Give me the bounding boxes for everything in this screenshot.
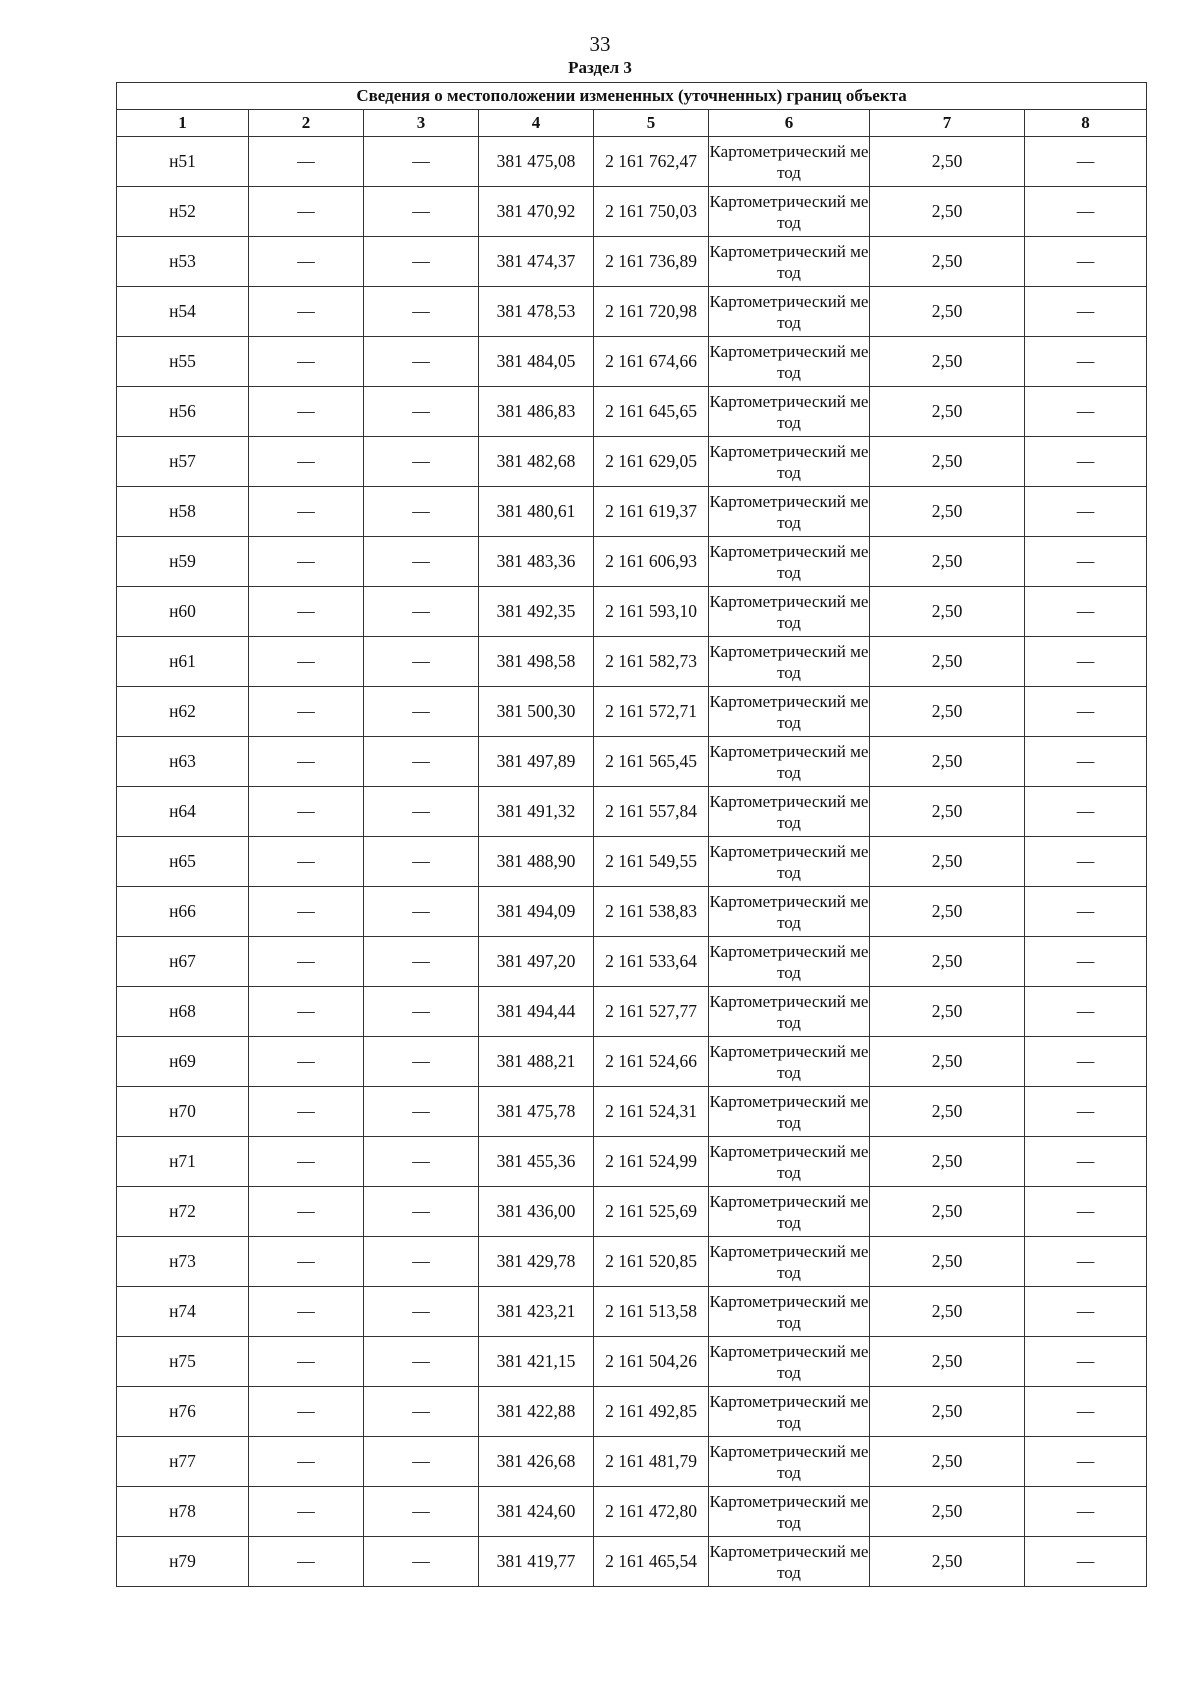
col-3-value-cell: — (364, 387, 479, 437)
table-row (117, 737, 1147, 787)
col-3-value-cell: — (364, 437, 479, 487)
point-name-cell: н59 (117, 537, 249, 587)
column-header-3: 3 (364, 110, 479, 137)
y-coordinate-cell: 2 161 582,73 (594, 637, 709, 687)
col-2-value-cell: — (249, 1187, 364, 1237)
col-2-value-cell: — (249, 1537, 364, 1587)
point-name-cell: н56 (117, 387, 249, 437)
col-8-value-cell: — (1025, 587, 1147, 637)
point-name-cell: н61 (117, 637, 249, 687)
method-cell: Картометрический метод (709, 237, 870, 287)
table-caption-row (117, 83, 1147, 110)
col-8-value-cell: — (1025, 1237, 1147, 1287)
col-8-value-cell: — (1025, 1087, 1147, 1137)
col-2-value-cell: — (249, 687, 364, 737)
y-coordinate-cell: 2 161 572,71 (594, 687, 709, 737)
col-8-value-cell: — (1025, 937, 1147, 987)
col-3-value-cell: — (364, 287, 479, 337)
col-2-value-cell: — (249, 1137, 364, 1187)
y-coordinate-cell: 2 161 524,31 (594, 1087, 709, 1137)
y-coordinate-cell: 2 161 619,37 (594, 487, 709, 537)
method-cell: Картометрический метод (709, 487, 870, 537)
col-2-value-cell: — (249, 1037, 364, 1087)
col-8-value-cell: — (1025, 537, 1147, 587)
column-header-7: 7 (870, 110, 1025, 137)
y-coordinate-cell: 2 161 524,99 (594, 1137, 709, 1187)
x-coordinate-cell: 381 486,83 (479, 387, 594, 437)
col-8-value-cell: — (1025, 837, 1147, 887)
table-row (117, 237, 1147, 287)
method-cell: Картометрический метод (709, 537, 870, 587)
method-cell: Картометрический метод (709, 1287, 870, 1337)
col-2-value-cell: — (249, 637, 364, 687)
method-cell: Картометрический метод (709, 937, 870, 987)
y-coordinate-cell: 2 161 492,85 (594, 1387, 709, 1437)
table-body (117, 137, 1147, 1587)
col-8-value-cell: — (1025, 987, 1147, 1037)
x-coordinate-cell: 381 455,36 (479, 1137, 594, 1187)
point-name-cell: н71 (117, 1137, 249, 1187)
col-3-value-cell: — (364, 737, 479, 787)
y-coordinate-cell: 2 161 549,55 (594, 837, 709, 887)
x-coordinate-cell: 381 424,60 (479, 1487, 594, 1537)
x-coordinate-cell: 381 500,30 (479, 687, 594, 737)
point-name-cell: н73 (117, 1237, 249, 1287)
table-row (117, 1487, 1147, 1537)
table-row (117, 787, 1147, 837)
col-2-value-cell: — (249, 1237, 364, 1287)
x-coordinate-cell: 381 421,15 (479, 1337, 594, 1387)
y-coordinate-cell: 2 161 606,93 (594, 537, 709, 587)
col-8-value-cell: — (1025, 687, 1147, 737)
table-row (117, 187, 1147, 237)
column-header-4: 4 (479, 110, 594, 137)
x-coordinate-cell: 381 488,21 (479, 1037, 594, 1087)
accuracy-cell: 2,50 (870, 1187, 1025, 1237)
table-row (117, 1437, 1147, 1487)
x-coordinate-cell: 381 422,88 (479, 1387, 594, 1437)
y-coordinate-cell: 2 161 472,80 (594, 1487, 709, 1537)
table-row (117, 1287, 1147, 1337)
col-2-value-cell: — (249, 937, 364, 987)
col-8-value-cell: — (1025, 887, 1147, 937)
col-8-value-cell: — (1025, 1187, 1147, 1237)
col-3-value-cell: — (364, 1187, 479, 1237)
y-coordinate-cell: 2 161 504,26 (594, 1337, 709, 1387)
x-coordinate-cell: 381 480,61 (479, 487, 594, 537)
method-cell: Картометрический метод (709, 1037, 870, 1087)
boundary-coordinates-table (116, 82, 1147, 1587)
col-3-value-cell: — (364, 587, 479, 637)
table-row (117, 1387, 1147, 1437)
method-cell: Картометрический метод (709, 1087, 870, 1137)
method-cell: Картометрический метод (709, 1387, 870, 1437)
y-coordinate-cell: 2 161 465,54 (594, 1537, 709, 1587)
col-3-value-cell: — (364, 187, 479, 237)
method-cell: Картометрический метод (709, 337, 870, 387)
accuracy-cell: 2,50 (870, 1087, 1025, 1137)
column-header-2: 2 (249, 110, 364, 137)
point-name-cell: н54 (117, 287, 249, 337)
table-row (117, 987, 1147, 1037)
table-row (117, 887, 1147, 937)
col-8-value-cell: — (1025, 387, 1147, 437)
accuracy-cell: 2,50 (870, 837, 1025, 887)
y-coordinate-cell: 2 161 674,66 (594, 337, 709, 387)
col-8-value-cell: — (1025, 487, 1147, 537)
accuracy-cell: 2,50 (870, 287, 1025, 337)
point-name-cell: н55 (117, 337, 249, 387)
accuracy-cell: 2,50 (870, 1237, 1025, 1287)
table-row (117, 1537, 1147, 1587)
col-3-value-cell: — (364, 1487, 479, 1537)
accuracy-cell: 2,50 (870, 1537, 1025, 1587)
table-row (117, 1037, 1147, 1087)
col-8-value-cell: — (1025, 287, 1147, 337)
point-name-cell: н78 (117, 1487, 249, 1537)
method-cell: Картометрический метод (709, 587, 870, 637)
y-coordinate-cell: 2 161 750,03 (594, 187, 709, 237)
y-coordinate-cell: 2 161 593,10 (594, 587, 709, 637)
point-name-cell: н79 (117, 1537, 249, 1587)
col-2-value-cell: — (249, 287, 364, 337)
method-cell: Картометрический метод (709, 387, 870, 437)
x-coordinate-cell: 381 488,90 (479, 837, 594, 887)
col-8-value-cell: — (1025, 737, 1147, 787)
column-header-8: 8 (1025, 110, 1147, 137)
col-2-value-cell: — (249, 887, 364, 937)
col-8-value-cell: — (1025, 1437, 1147, 1487)
method-cell: Картометрический метод (709, 1237, 870, 1287)
x-coordinate-cell: 381 419,77 (479, 1537, 594, 1587)
col-8-value-cell: — (1025, 1137, 1147, 1187)
y-coordinate-cell: 2 161 720,98 (594, 287, 709, 337)
point-name-cell: н62 (117, 687, 249, 737)
col-2-value-cell: — (249, 237, 364, 287)
col-8-value-cell: — (1025, 1487, 1147, 1537)
method-cell: Картометрический метод (709, 1487, 870, 1537)
point-name-cell: н64 (117, 787, 249, 837)
x-coordinate-cell: 381 426,68 (479, 1437, 594, 1487)
point-name-cell: н77 (117, 1437, 249, 1487)
x-coordinate-cell: 381 483,36 (479, 537, 594, 587)
method-cell: Картометрический метод (709, 787, 870, 837)
method-cell: Картометрический метод (709, 737, 870, 787)
accuracy-cell: 2,50 (870, 337, 1025, 387)
y-coordinate-cell: 2 161 527,77 (594, 987, 709, 1037)
table-row (117, 387, 1147, 437)
y-coordinate-cell: 2 161 565,45 (594, 737, 709, 787)
col-2-value-cell: — (249, 837, 364, 887)
point-name-cell: н52 (117, 187, 249, 237)
y-coordinate-cell: 2 161 513,58 (594, 1287, 709, 1337)
table-caption: Сведения о местоположении измененных (уточненных) границ объекта (117, 83, 1147, 110)
table-row (117, 587, 1147, 637)
col-3-value-cell: — (364, 1087, 479, 1137)
method-cell: Картометрический метод (709, 1187, 870, 1237)
col-3-value-cell: — (364, 1337, 479, 1387)
y-coordinate-cell: 2 161 525,69 (594, 1187, 709, 1237)
method-cell: Картометрический метод (709, 1537, 870, 1587)
accuracy-cell: 2,50 (870, 1137, 1025, 1187)
col-8-value-cell: — (1025, 1537, 1147, 1587)
point-name-cell: н58 (117, 487, 249, 537)
x-coordinate-cell: 381 475,08 (479, 137, 594, 187)
method-cell: Картометрический метод (709, 687, 870, 737)
method-cell: Картометрический метод (709, 137, 870, 187)
accuracy-cell: 2,50 (870, 487, 1025, 537)
x-coordinate-cell: 381 492,35 (479, 587, 594, 637)
col-8-value-cell: — (1025, 637, 1147, 687)
col-3-value-cell: — (364, 537, 479, 587)
point-name-cell: н60 (117, 587, 249, 637)
table-row (117, 1237, 1147, 1287)
col-8-value-cell: — (1025, 787, 1147, 837)
column-header-row (117, 110, 1147, 137)
col-2-value-cell: — (249, 787, 364, 837)
x-coordinate-cell: 381 498,58 (479, 637, 594, 687)
table-row (117, 1087, 1147, 1137)
method-cell: Картометрический метод (709, 1437, 870, 1487)
point-name-cell: н75 (117, 1337, 249, 1387)
table-row (117, 637, 1147, 687)
col-3-value-cell: — (364, 487, 479, 537)
col-2-value-cell: — (249, 337, 364, 387)
accuracy-cell: 2,50 (870, 1437, 1025, 1487)
col-2-value-cell: — (249, 1287, 364, 1337)
section-title: Раздел 3 (568, 58, 632, 77)
col-8-value-cell: — (1025, 1337, 1147, 1387)
y-coordinate-cell: 2 161 481,79 (594, 1437, 709, 1487)
accuracy-cell: 2,50 (870, 887, 1025, 937)
col-2-value-cell: — (249, 1487, 364, 1537)
x-coordinate-cell: 381 491,32 (479, 787, 594, 837)
y-coordinate-cell: 2 161 520,85 (594, 1237, 709, 1287)
accuracy-cell: 2,50 (870, 1337, 1025, 1387)
col-2-value-cell: — (249, 137, 364, 187)
table-row (117, 437, 1147, 487)
table-row (117, 337, 1147, 387)
point-name-cell: н68 (117, 987, 249, 1037)
col-2-value-cell: — (249, 537, 364, 587)
col-3-value-cell: — (364, 937, 479, 987)
col-3-value-cell: — (364, 1537, 479, 1587)
accuracy-cell: 2,50 (870, 137, 1025, 187)
accuracy-cell: 2,50 (870, 387, 1025, 437)
x-coordinate-cell: 381 429,78 (479, 1237, 594, 1287)
accuracy-cell: 2,50 (870, 187, 1025, 237)
x-coordinate-cell: 381 470,92 (479, 187, 594, 237)
col-8-value-cell: — (1025, 1037, 1147, 1087)
accuracy-cell: 2,50 (870, 537, 1025, 587)
method-cell: Картометрический метод (709, 837, 870, 887)
point-name-cell: н65 (117, 837, 249, 887)
accuracy-cell: 2,50 (870, 1287, 1025, 1337)
col-8-value-cell: — (1025, 187, 1147, 237)
col-8-value-cell: — (1025, 437, 1147, 487)
point-name-cell: н74 (117, 1287, 249, 1337)
col-8-value-cell: — (1025, 337, 1147, 387)
point-name-cell: н51 (117, 137, 249, 187)
accuracy-cell: 2,50 (870, 687, 1025, 737)
table-row (117, 137, 1147, 187)
y-coordinate-cell: 2 161 629,05 (594, 437, 709, 487)
method-cell: Картометрический метод (709, 887, 870, 937)
method-cell: Картометрический метод (709, 187, 870, 237)
accuracy-cell: 2,50 (870, 1387, 1025, 1437)
table-row (117, 937, 1147, 987)
col-3-value-cell: — (364, 837, 479, 887)
col-3-value-cell: — (364, 787, 479, 837)
col-2-value-cell: — (249, 187, 364, 237)
x-coordinate-cell: 381 497,89 (479, 737, 594, 787)
col-3-value-cell: — (364, 1437, 479, 1487)
point-name-cell: н63 (117, 737, 249, 787)
x-coordinate-cell: 381 494,09 (479, 887, 594, 937)
x-coordinate-cell: 381 436,00 (479, 1187, 594, 1237)
table-row (117, 687, 1147, 737)
accuracy-cell: 2,50 (870, 437, 1025, 487)
accuracy-cell: 2,50 (870, 1037, 1025, 1087)
col-3-value-cell: — (364, 237, 479, 287)
y-coordinate-cell: 2 161 533,64 (594, 937, 709, 987)
col-2-value-cell: — (249, 737, 364, 787)
method-cell: Картометрический метод (709, 287, 870, 337)
x-coordinate-cell: 381 478,53 (479, 287, 594, 337)
accuracy-cell: 2,50 (870, 987, 1025, 1037)
accuracy-cell: 2,50 (870, 237, 1025, 287)
col-3-value-cell: — (364, 1037, 479, 1087)
method-cell: Картометрический метод (709, 637, 870, 687)
point-name-cell: н69 (117, 1037, 249, 1087)
col-2-value-cell: — (249, 1437, 364, 1487)
point-name-cell: н72 (117, 1187, 249, 1237)
accuracy-cell: 2,50 (870, 637, 1025, 687)
y-coordinate-cell: 2 161 762,47 (594, 137, 709, 187)
accuracy-cell: 2,50 (870, 737, 1025, 787)
table-row (117, 837, 1147, 887)
point-name-cell: н76 (117, 1387, 249, 1437)
x-coordinate-cell: 381 482,68 (479, 437, 594, 487)
table-row (117, 487, 1147, 537)
col-8-value-cell: — (1025, 137, 1147, 187)
col-3-value-cell: — (364, 137, 479, 187)
y-coordinate-cell: 2 161 645,65 (594, 387, 709, 437)
column-header-6: 6 (709, 110, 870, 137)
accuracy-cell: 2,50 (870, 937, 1025, 987)
col-3-value-cell: — (364, 1287, 479, 1337)
col-8-value-cell: — (1025, 1287, 1147, 1337)
point-name-cell: н57 (117, 437, 249, 487)
x-coordinate-cell: 381 475,78 (479, 1087, 594, 1137)
col-2-value-cell: — (249, 487, 364, 537)
col-2-value-cell: — (249, 387, 364, 437)
table-row (117, 1337, 1147, 1387)
x-coordinate-cell: 381 494,44 (479, 987, 594, 1037)
x-coordinate-cell: 381 474,37 (479, 237, 594, 287)
col-2-value-cell: — (249, 987, 364, 1037)
point-name-cell: н67 (117, 937, 249, 987)
accuracy-cell: 2,50 (870, 587, 1025, 637)
col-2-value-cell: — (249, 437, 364, 487)
method-cell: Картометрический метод (709, 1137, 870, 1187)
col-3-value-cell: — (364, 987, 479, 1037)
y-coordinate-cell: 2 161 557,84 (594, 787, 709, 837)
method-cell: Картометрический метод (709, 1337, 870, 1387)
col-2-value-cell: — (249, 587, 364, 637)
page-number: 33 (589, 32, 611, 56)
col-2-value-cell: — (249, 1337, 364, 1387)
table-row (117, 1187, 1147, 1237)
table-row (117, 537, 1147, 587)
col-8-value-cell: — (1025, 1387, 1147, 1437)
col-3-value-cell: — (364, 337, 479, 387)
x-coordinate-cell: 381 484,05 (479, 337, 594, 387)
column-header-1: 1 (117, 110, 249, 137)
point-name-cell: н53 (117, 237, 249, 287)
y-coordinate-cell: 2 161 538,83 (594, 887, 709, 937)
accuracy-cell: 2,50 (870, 1487, 1025, 1537)
method-cell: Картометрический метод (709, 437, 870, 487)
col-3-value-cell: — (364, 687, 479, 737)
col-2-value-cell: — (249, 1087, 364, 1137)
x-coordinate-cell: 381 423,21 (479, 1287, 594, 1337)
col-3-value-cell: — (364, 637, 479, 687)
point-name-cell: н66 (117, 887, 249, 937)
col-8-value-cell: — (1025, 237, 1147, 287)
accuracy-cell: 2,50 (870, 787, 1025, 837)
y-coordinate-cell: 2 161 524,66 (594, 1037, 709, 1087)
col-3-value-cell: — (364, 1137, 479, 1187)
table-row (117, 1137, 1147, 1187)
col-3-value-cell: — (364, 887, 479, 937)
x-coordinate-cell: 381 497,20 (479, 937, 594, 987)
method-cell: Картометрический метод (709, 987, 870, 1037)
boundary-table-container (116, 82, 1146, 1587)
table-row (117, 287, 1147, 337)
point-name-cell: н70 (117, 1087, 249, 1137)
col-3-value-cell: — (364, 1387, 479, 1437)
col-3-value-cell: — (364, 1237, 479, 1287)
y-coordinate-cell: 2 161 736,89 (594, 237, 709, 287)
column-header-5: 5 (594, 110, 709, 137)
col-2-value-cell: — (249, 1387, 364, 1437)
